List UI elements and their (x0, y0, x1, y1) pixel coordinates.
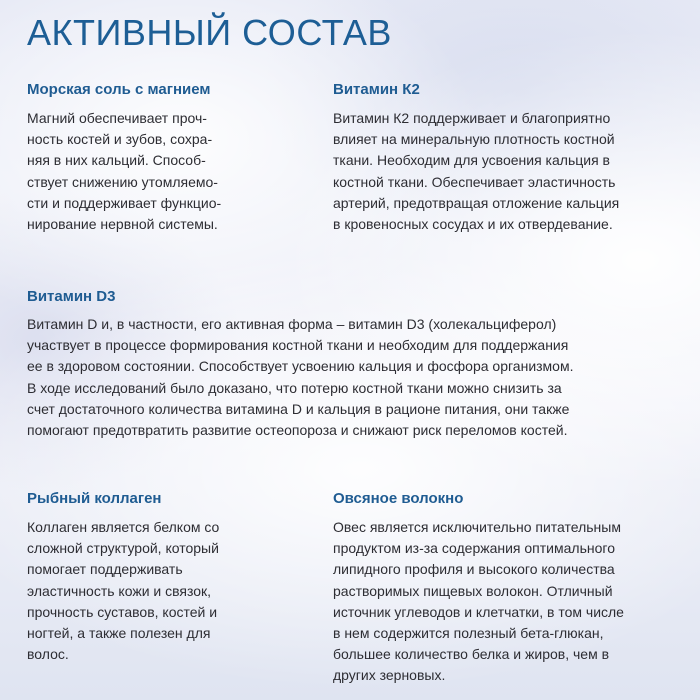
body-line: сложной структурой, который (27, 540, 219, 557)
body-line: Коллаген является белком со (27, 519, 220, 535)
body-line: ность костей и зубов, сохра- (27, 131, 213, 148)
body-line: помогают предотвратить развитие остеопороза и снижают риск переломов костей. (27, 422, 568, 439)
body-line: растворимых пищевых волокон. Отличный (333, 582, 613, 599)
body-line: В ходе исследований было доказано, что потерю костной ткани можно снизить за (27, 379, 562, 396)
section-sea-salt-magnesium (27, 81, 221, 235)
body-line: ствует снижению утомляемо- (27, 173, 218, 190)
section-heading: Морская соль с магнием (27, 81, 211, 98)
body-line: продуктом из-за содержания оптимального (333, 540, 615, 557)
body-line: нирование нервной системы. (27, 216, 218, 233)
body-line: липидного профиля и высокого количества (333, 561, 615, 578)
section-body (27, 517, 219, 665)
body-line: няя в них кальций. Способ- (27, 152, 206, 169)
body-line: Магний обеспечивает проч- (27, 110, 207, 126)
section-body (27, 314, 573, 441)
body-line: участвует в процессе формирования костной ткани и необходим для поддержания (27, 337, 569, 354)
body-line: помогает поддерживать (27, 561, 183, 578)
body-line: большее количество белка и жиров, чем в (333, 646, 610, 663)
body-line: в нем содержится полезный бета-глюкан, (333, 625, 604, 642)
body-line: прочность суставов, костей и (27, 603, 218, 620)
body-line: ее в здоровом состоянии. Способствует усвоению кальция и фосфора организмом. (27, 358, 574, 375)
section-heading: Витамин К2 (333, 81, 420, 98)
section-heading: Овсяное волокно (333, 490, 464, 507)
section-body (333, 108, 619, 235)
section-fish-collagen (27, 490, 219, 665)
body-line: счет достаточного количества витамина D и кальция в рационе питания, они также (27, 400, 570, 417)
body-line: Витамин D и, в частности, его активная форма – витамин D3 (холекальциферол) (27, 316, 557, 332)
body-line: сти и поддерживает функцио- (27, 194, 222, 211)
body-line: Витамин К2 поддерживает и благоприятно (333, 110, 611, 126)
section-vitamin-k2 (333, 81, 619, 235)
body-line: других зерновых. (333, 667, 446, 684)
body-line: артерий, предотвращая отложение кальция (333, 194, 620, 211)
page-title: АКТИВНЫЙ СОСТАВ (27, 12, 392, 53)
body-line: волос. (27, 646, 69, 663)
section-body (333, 517, 624, 687)
body-line: ткани. Необходим для усвоения кальция в (333, 152, 610, 169)
body-line: в кровеносных сосудах и их отвердевание. (333, 216, 613, 233)
body-line: Овес является исключительно питательным (333, 519, 621, 535)
section-vitamin-d3 (27, 288, 573, 441)
body-line: источник углеводов и клетчатки, в том числе (333, 603, 624, 620)
body-line: костной ткани. Обеспечивает эластичность (333, 173, 616, 190)
body-line: влияет на минеральную плотность костной (333, 131, 615, 148)
section-heading: Витамин D3 (27, 288, 116, 305)
body-line: ногтей, а также полезен для (27, 625, 211, 642)
section-body (27, 108, 221, 235)
body-line: эластичность кожи и связок, (27, 582, 212, 599)
section-heading: Рыбный коллаген (27, 490, 162, 507)
section-oat-fiber (333, 490, 624, 687)
